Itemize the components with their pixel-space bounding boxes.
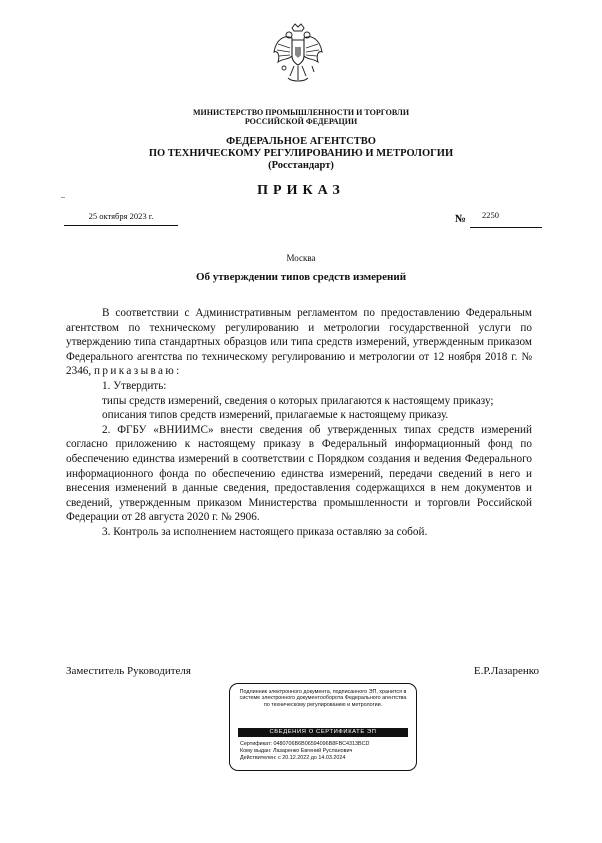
order-body	[66, 306, 532, 540]
paragraph-item-2: 2. ФГБУ «ВНИИМС» внести сведения об утвержденных типах средств измерений согласно приложению к настоящему приказу в Федеральный информационный фонд по обеспечению единства измерений в соответствии с Порядком создания и ведения Федерального информационного фонда по обеспечению единства измерений, передачи сведений в него и внесения изменений в данные сведения, предоставления содержащихся в нем документов и сведений, утвержденным приказом Министерства промышленности и торговли Российской Федерации от 28 августа 2020 г. № 2906.	[66, 423, 532, 524]
stamp-issued-to: Кому выдан: Лазаренко Евгений Русланович	[240, 747, 353, 754]
order-number: 2250	[482, 210, 499, 220]
agency-name-line2: ПО ТЕХНИЧЕСКОМУ РЕГУЛИРОВАНИЮ И МЕТРОЛОГИИ	[148, 148, 454, 159]
order-subject: Об утверждении типов средств измерений	[195, 271, 407, 283]
agency-name-line1: ФЕДЕРАЛЬНОЕ АГЕНТСТВО	[226, 136, 376, 147]
paragraph-item-3: 3. Контроль за исполнением настоящего приказа оставляю за собой.	[102, 525, 428, 538]
agency-name	[0, 136, 602, 172]
agency-name-line3: (Росстандарт)	[268, 160, 334, 171]
stamp-validity: Действителен: с 20.12.2022 до 14.03.2024	[240, 754, 346, 761]
paragraph-item-1: 1. Утвердить:	[102, 379, 167, 392]
document-title: ПРИКАЗ	[257, 183, 345, 198]
paragraph-preamble	[66, 306, 532, 379]
preamble-text: В соответствии с Административным регламентом по предоставлению Федеральным агентством по техническому регулированию и метрологии государственной услуги по утверждению типа стандартных образцов или типа средств измерений, утвержденным приказом Федерального агентства по техническому регулированию и метрологии от 12 ноября 2018 г. № 2346,	[66, 307, 532, 378]
number-sign: №	[455, 213, 467, 225]
command-word: приказываю:	[93, 365, 182, 378]
ministry-name-line2: РОССИЙСКОЙ ФЕДЕРАЦИИ	[244, 117, 358, 126]
order-date: 25 октября 2023 г.	[88, 211, 154, 221]
city: Москва	[286, 253, 316, 263]
stamp-details	[240, 741, 410, 761]
coat-of-arms-emblem	[270, 22, 326, 86]
electronic-signature-stamp	[229, 683, 417, 771]
stamp-certificate: Сертификат: 0480706B6B06594096B8FBC4313BCD	[240, 741, 370, 747]
date-underline	[64, 225, 178, 226]
stamp-certificate-header: СВЕДЕНИЯ О СЕРТИФИКАТЕ ЭП	[238, 728, 408, 737]
ministry-name-line1: МИНИСТЕРСТВО ПРОМЫШЛЕННОСТИ И ТОРГОВЛИ	[192, 108, 410, 117]
paragraph-types: типы средств измерений, сведения о которых прилагаются к настоящему приказу;	[102, 394, 494, 407]
stamp-notice: Подлинник электронного документа, подписанного ЭП, хранится в системе электронного документооборота Федерального агентства по техническому регулированию и метрологии.	[239, 689, 407, 708]
paragraph-descriptions: описания типов средств измерений, прилагаемые к настоящему приказу.	[102, 409, 449, 422]
date-dash: –	[61, 192, 65, 201]
signatory-role: Заместитель Руководителя	[66, 665, 191, 677]
signatory-name: Е.Р.Лазаренко	[473, 665, 539, 677]
number-underline	[470, 227, 542, 228]
ministry-name	[0, 108, 602, 126]
